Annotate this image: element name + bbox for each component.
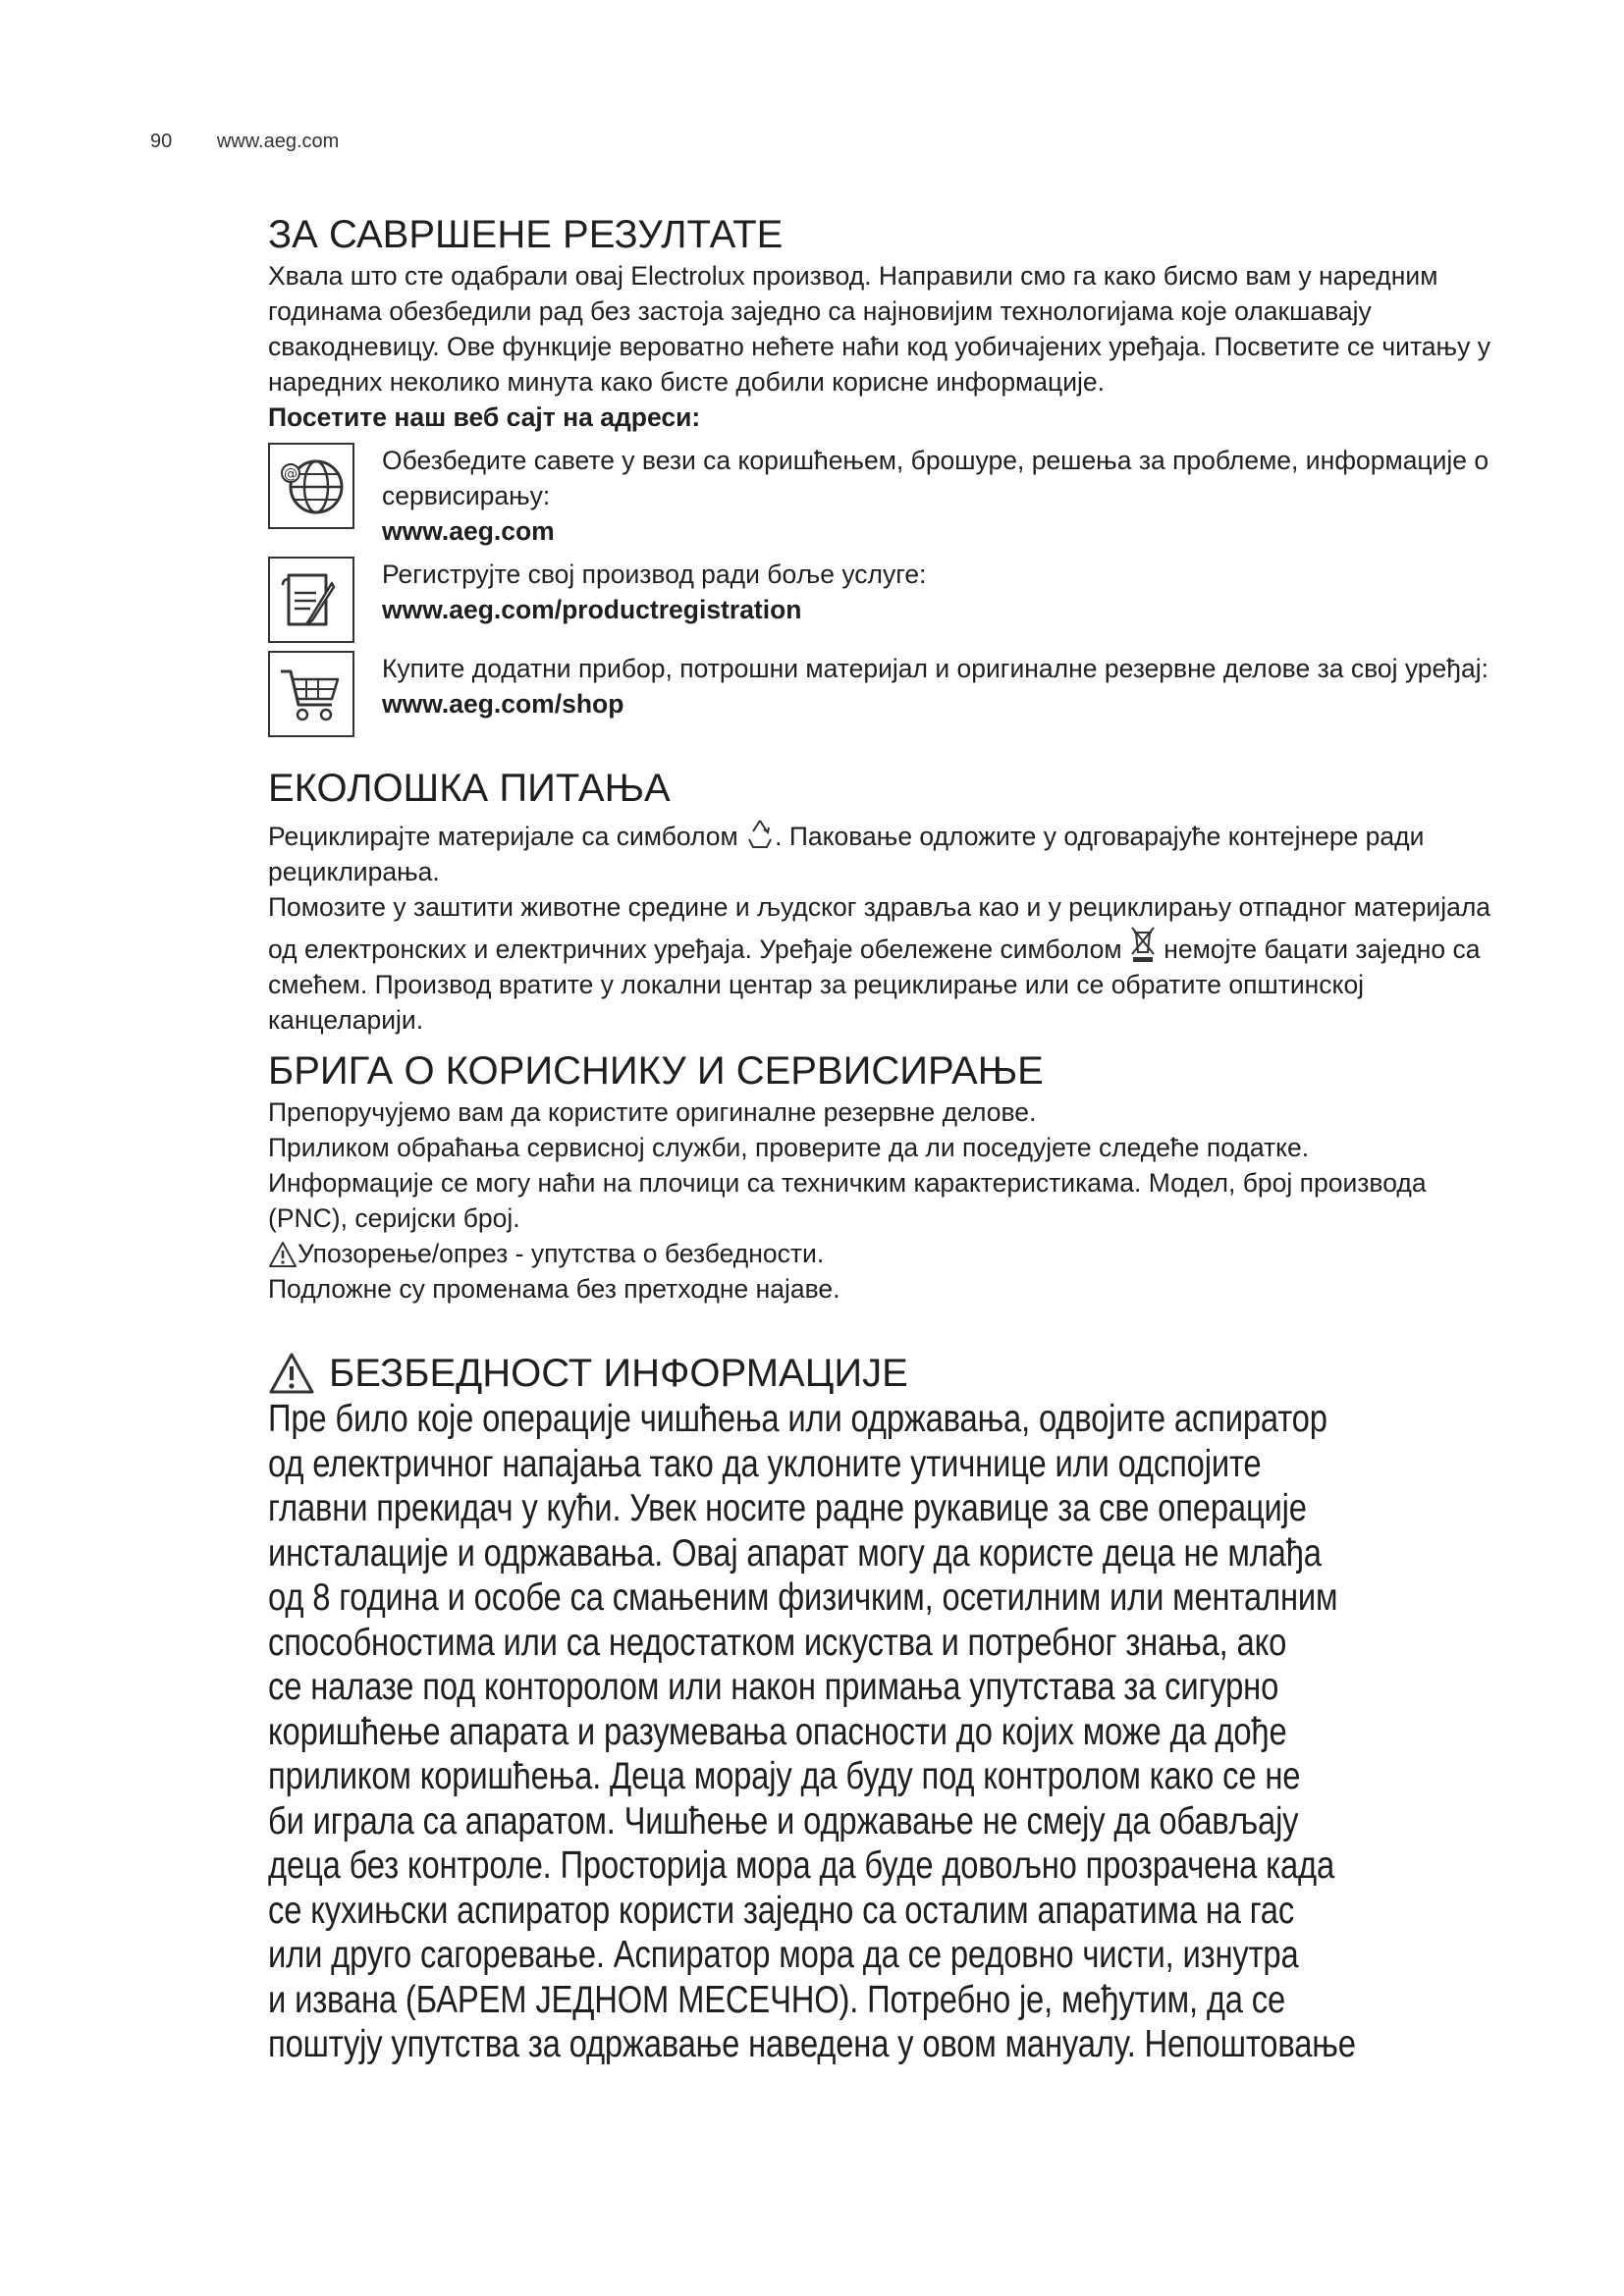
care-p2: Приликом обраћања сервисној служби, проверите да ли поседујете следеће податке. <box>268 1133 1310 1162</box>
safety-line: главни прекидач у кући. Увек носите радне рукавице за све операције <box>268 1487 1307 1529</box>
warning-icon <box>268 1241 298 1268</box>
safety-line: и извана (БАРЕМ ЈЕДНОМ МЕСЕЧНО). Потребно је, међутим, да се <box>268 1978 1286 2021</box>
recycle-icon <box>745 818 775 851</box>
safety-line: коришћење апарата и разумевања опасности до којих може да дође <box>268 1710 1287 1753</box>
safety-line: од електричног напајања тако да уклоните утичнице или одспојите <box>268 1442 1262 1485</box>
info-row-shop <box>268 651 1495 737</box>
support-link[interactable]: www.aeg.com <box>382 516 555 546</box>
safety-line: од 8 година и особе са смањеним физичким, осетилним или менталним <box>268 1576 1338 1619</box>
eco-weee-paragraph <box>268 889 1495 1038</box>
safety-line: поштују упутства за одржавање наведена у овом мануалу. Непоштовање <box>268 2023 1356 2065</box>
safety-line: приликом коришћења. Деца морају да буду под контролом како се не <box>268 1755 1301 1797</box>
safety-line: деца без контроле. Просторија мора да буде довољно прозрачена када <box>268 1844 1335 1887</box>
eco-weee-text-b: немојте бацати заједно са смећем. Производ вратите у локални центар за рециклирање или се обратите општинској канцеларији. <box>268 934 1481 1035</box>
perfect-intro: Хвала што сте одабрали овај Electrolux производ. Направили смо га како бисмо вам у наредним годинама обезбедили рад без застоја заједно са најновијим технологијама које олакшавају свакодневицу. Ове функције вероватно нећете наћи код уобичајених уређаја. Посветите се читању у наредних неколико минута како бисте добили корисне информације. <box>268 261 1490 397</box>
registration-link[interactable]: www.aeg.com/productregistration <box>382 595 802 624</box>
safety-title-row <box>268 1350 1495 1397</box>
safety-warning-icon <box>268 1352 315 1395</box>
eco-recycle-text-a: Рециклирајте материјале са симболом <box>268 822 738 851</box>
registration-icon <box>268 557 354 643</box>
safety-line: Пре било које операције чишћења или одржавања, одвојите аспиратор <box>268 1398 1327 1440</box>
svg-text:@: @ <box>284 466 298 482</box>
info-row-support <box>268 443 1495 549</box>
header-website[interactable]: www.aeg.com <box>216 131 340 152</box>
safety-body <box>268 1397 1505 2067</box>
shop-link[interactable]: www.aeg.com/shop <box>382 689 624 719</box>
registration-text: Региструјте свој производ ради боље услуге: <box>382 560 927 589</box>
eco-weee-text-a: Помозите у заштити животне средине и људског здравља као и у рециклирању отпадног материјала од електронских и електричних уређаја. Уређаје обележене симболом <box>268 892 1491 964</box>
care-warning-line <box>268 1236 1495 1271</box>
care-title: БРИГА О КОРИСНИКУ И СЕРВИСИРАЊЕ <box>268 1049 1044 1093</box>
globe-icon <box>268 443 354 529</box>
cart-icon <box>268 651 354 737</box>
eco-recycle-text-b: . Паковање одложите у одговарајуће контејнере ради рециклирања. <box>268 822 1425 886</box>
eco-recycle-paragraph <box>268 818 1495 889</box>
care-p4: Подложне су променама без претходне најаве. <box>268 1274 840 1304</box>
safety-line: или друго сагоревање. Аспиратор мора да се редовно чисти, изнутра <box>268 1934 1299 1976</box>
page-header <box>150 131 339 153</box>
care-p3: Информације се могу наћи на плочици са техничким карактеристикама. Модел, број производа (PNC), серијски број. <box>268 1168 1427 1233</box>
support-text: Обезбедите савете у вези са коришћењем, брошуре, решења за проблеме, информације о сервисирању: <box>382 446 1489 510</box>
page-number: 90 <box>150 131 173 152</box>
safety-line: се налазе под конторолом или након примања упутстава за сигурно <box>268 1666 1279 1708</box>
care-p1: Препоручујемо вам да користите оригиналне резервне делове. <box>268 1097 1037 1127</box>
info-row-registration <box>268 557 1495 643</box>
crossed-bin-icon <box>1129 925 1157 964</box>
safety-line: би играла са апаратом. Чишћење и одржавање не смеју да обављају <box>268 1799 1299 1842</box>
safety-title: БЕЗБЕДНОСТ ИНФОРМАЦИЈЕ <box>329 1352 908 1395</box>
safety-line: способностима или са недостатком искуства и потребног знања, ако <box>268 1621 1287 1664</box>
care-warning-text: Упозорење/опрез - упутства о безбедности. <box>298 1239 825 1268</box>
eco-title: ЕКОЛОШКА ПИТАЊА <box>268 767 671 810</box>
visit-heading: Посетите наш веб сајт на адреси: <box>268 402 701 432</box>
perfect-results-title: ЗА САВРШЕНЕ РЕЗУЛТАТЕ <box>268 213 784 256</box>
page-content <box>268 211 1495 2067</box>
shop-text: Купите додатни прибор, потрошни материјал и оригиналне резервне делове за свој уређај: <box>382 654 1489 683</box>
safety-line: инсталације и одржавања. Овај апарат могу да користе деца не млађа <box>268 1531 1322 1575</box>
safety-line: се кухињски аспиратор користи заједно са осталим апаратима на гас <box>268 1889 1295 1932</box>
